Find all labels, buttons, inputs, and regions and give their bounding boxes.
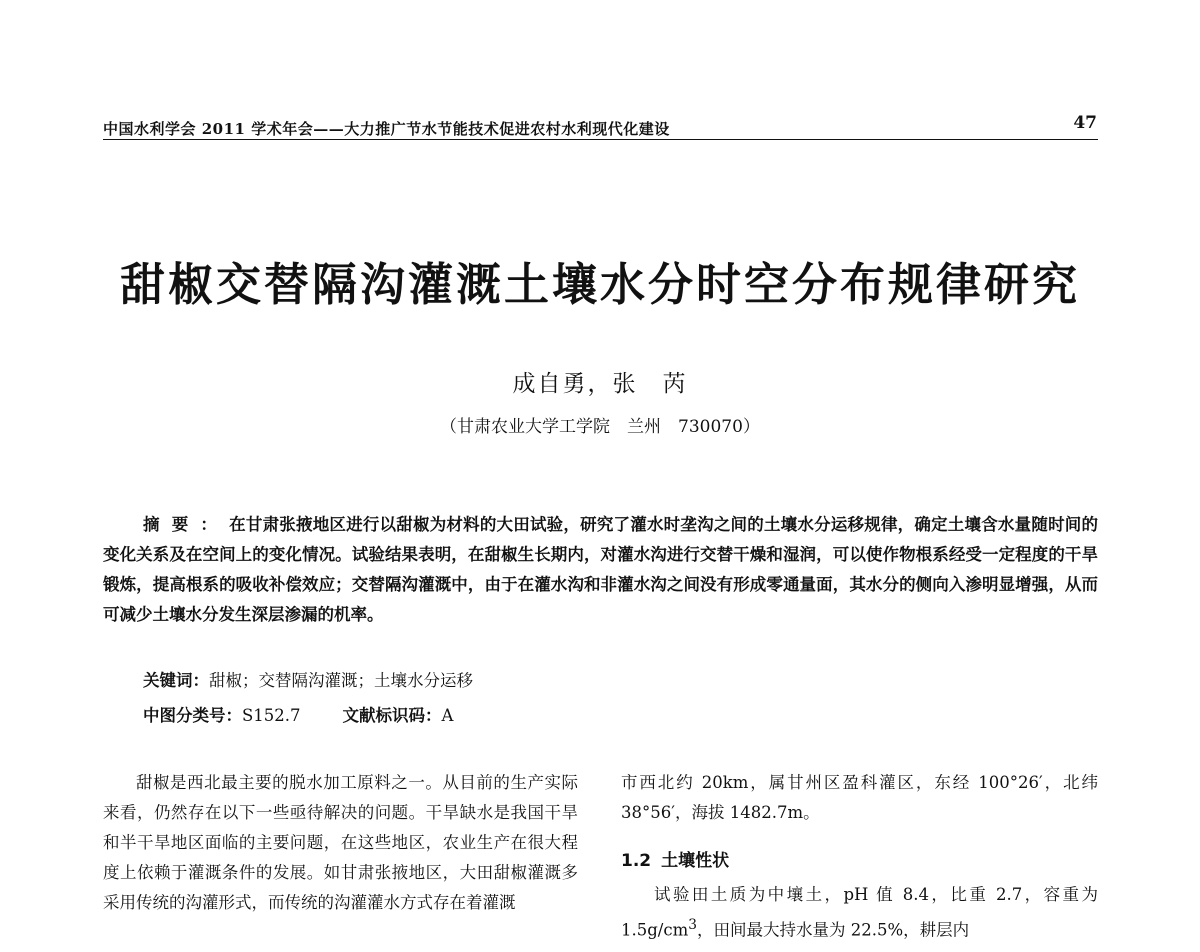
body-paragraph: 市西北约 20km，属甘州区盈科灌区，东经 100°26′，北纬 38°56′，海拔 1482.7m。 (621, 773, 1098, 822)
clc-value: S152.7 (242, 706, 301, 725)
section-title: 土壤性状 (661, 851, 730, 871)
body-paragraph (621, 880, 1098, 946)
keywords-line (143, 667, 473, 691)
body-right-column (621, 768, 1098, 946)
section-number: 1.2 (621, 851, 652, 871)
running-title: 中国水利学会 2011 学术年会——大力推广节水节能技术促进农村水利现代化建设 (103, 120, 670, 138)
clc-label: 中图分类号： (143, 706, 242, 725)
paper-title: 甜椒交替隔沟灌溉土壤水分时空分布规律研究 (119, 258, 1080, 311)
header-divider (103, 139, 1098, 140)
keywords-text: 甜椒；交替隔沟灌溉；土壤水分运移 (209, 671, 473, 690)
section-heading (621, 846, 1098, 876)
classification-line (143, 702, 453, 726)
doc-code-value: A (441, 706, 454, 725)
abstract (103, 510, 1098, 630)
page-number: 47 (1073, 113, 1097, 133)
authors: 成自勇，张 芮 (512, 371, 688, 397)
superscript: 3 (688, 917, 697, 933)
body-text: ，田间最大持水量为 22.5%，耕层内 (697, 920, 970, 940)
affiliation: （甘肃农业大学工学院 兰州 730070） (440, 417, 760, 437)
body-text: 试验田土质为中壤土，pH 值 8.4，比重 2.7，容重为 1.5g/cm (621, 885, 1098, 940)
body-left-column (103, 768, 578, 918)
keywords-label: 关键词： (143, 671, 209, 690)
doc-code-label: 文献标识码： (342, 706, 442, 725)
abstract-text: 在甘肃张掖地区进行以甜椒为材料的大田试验，研究了灌水时垄沟之间的土壤水分运移规律，确定土壤含水量随时间的变化关系及在空间上的变化情况。试验结果表明，在甜椒生长期内，对灌水沟进行交替干燥和湿润，可以使作物根系经受一定程度的干旱锻炼，提高根系的吸收补偿效应；交替隔沟灌溉中，由于在灌水沟和非灌水沟之间没有形成零通量面，其水分的侧向入渗明显增强，从而可减少土壤水分发生深层渗漏的机率。 (103, 515, 1099, 624)
abstract-label: 摘要： (143, 515, 230, 534)
body-paragraph: 甜椒是西北最主要的脱水加工原料之一。从目前的生产实际来看，仍然存在以下一些亟待解决的问题。干旱缺水是我国干旱和半干旱地区面临的主要问题，在这些地区，农业生产在很大程度上依赖于灌溉条件的发展。如甘肃张掖地区，大田甜椒灌溉多采用传统的沟灌形式，而传统的沟灌灌水方式存在着灌溉 (103, 773, 578, 912)
